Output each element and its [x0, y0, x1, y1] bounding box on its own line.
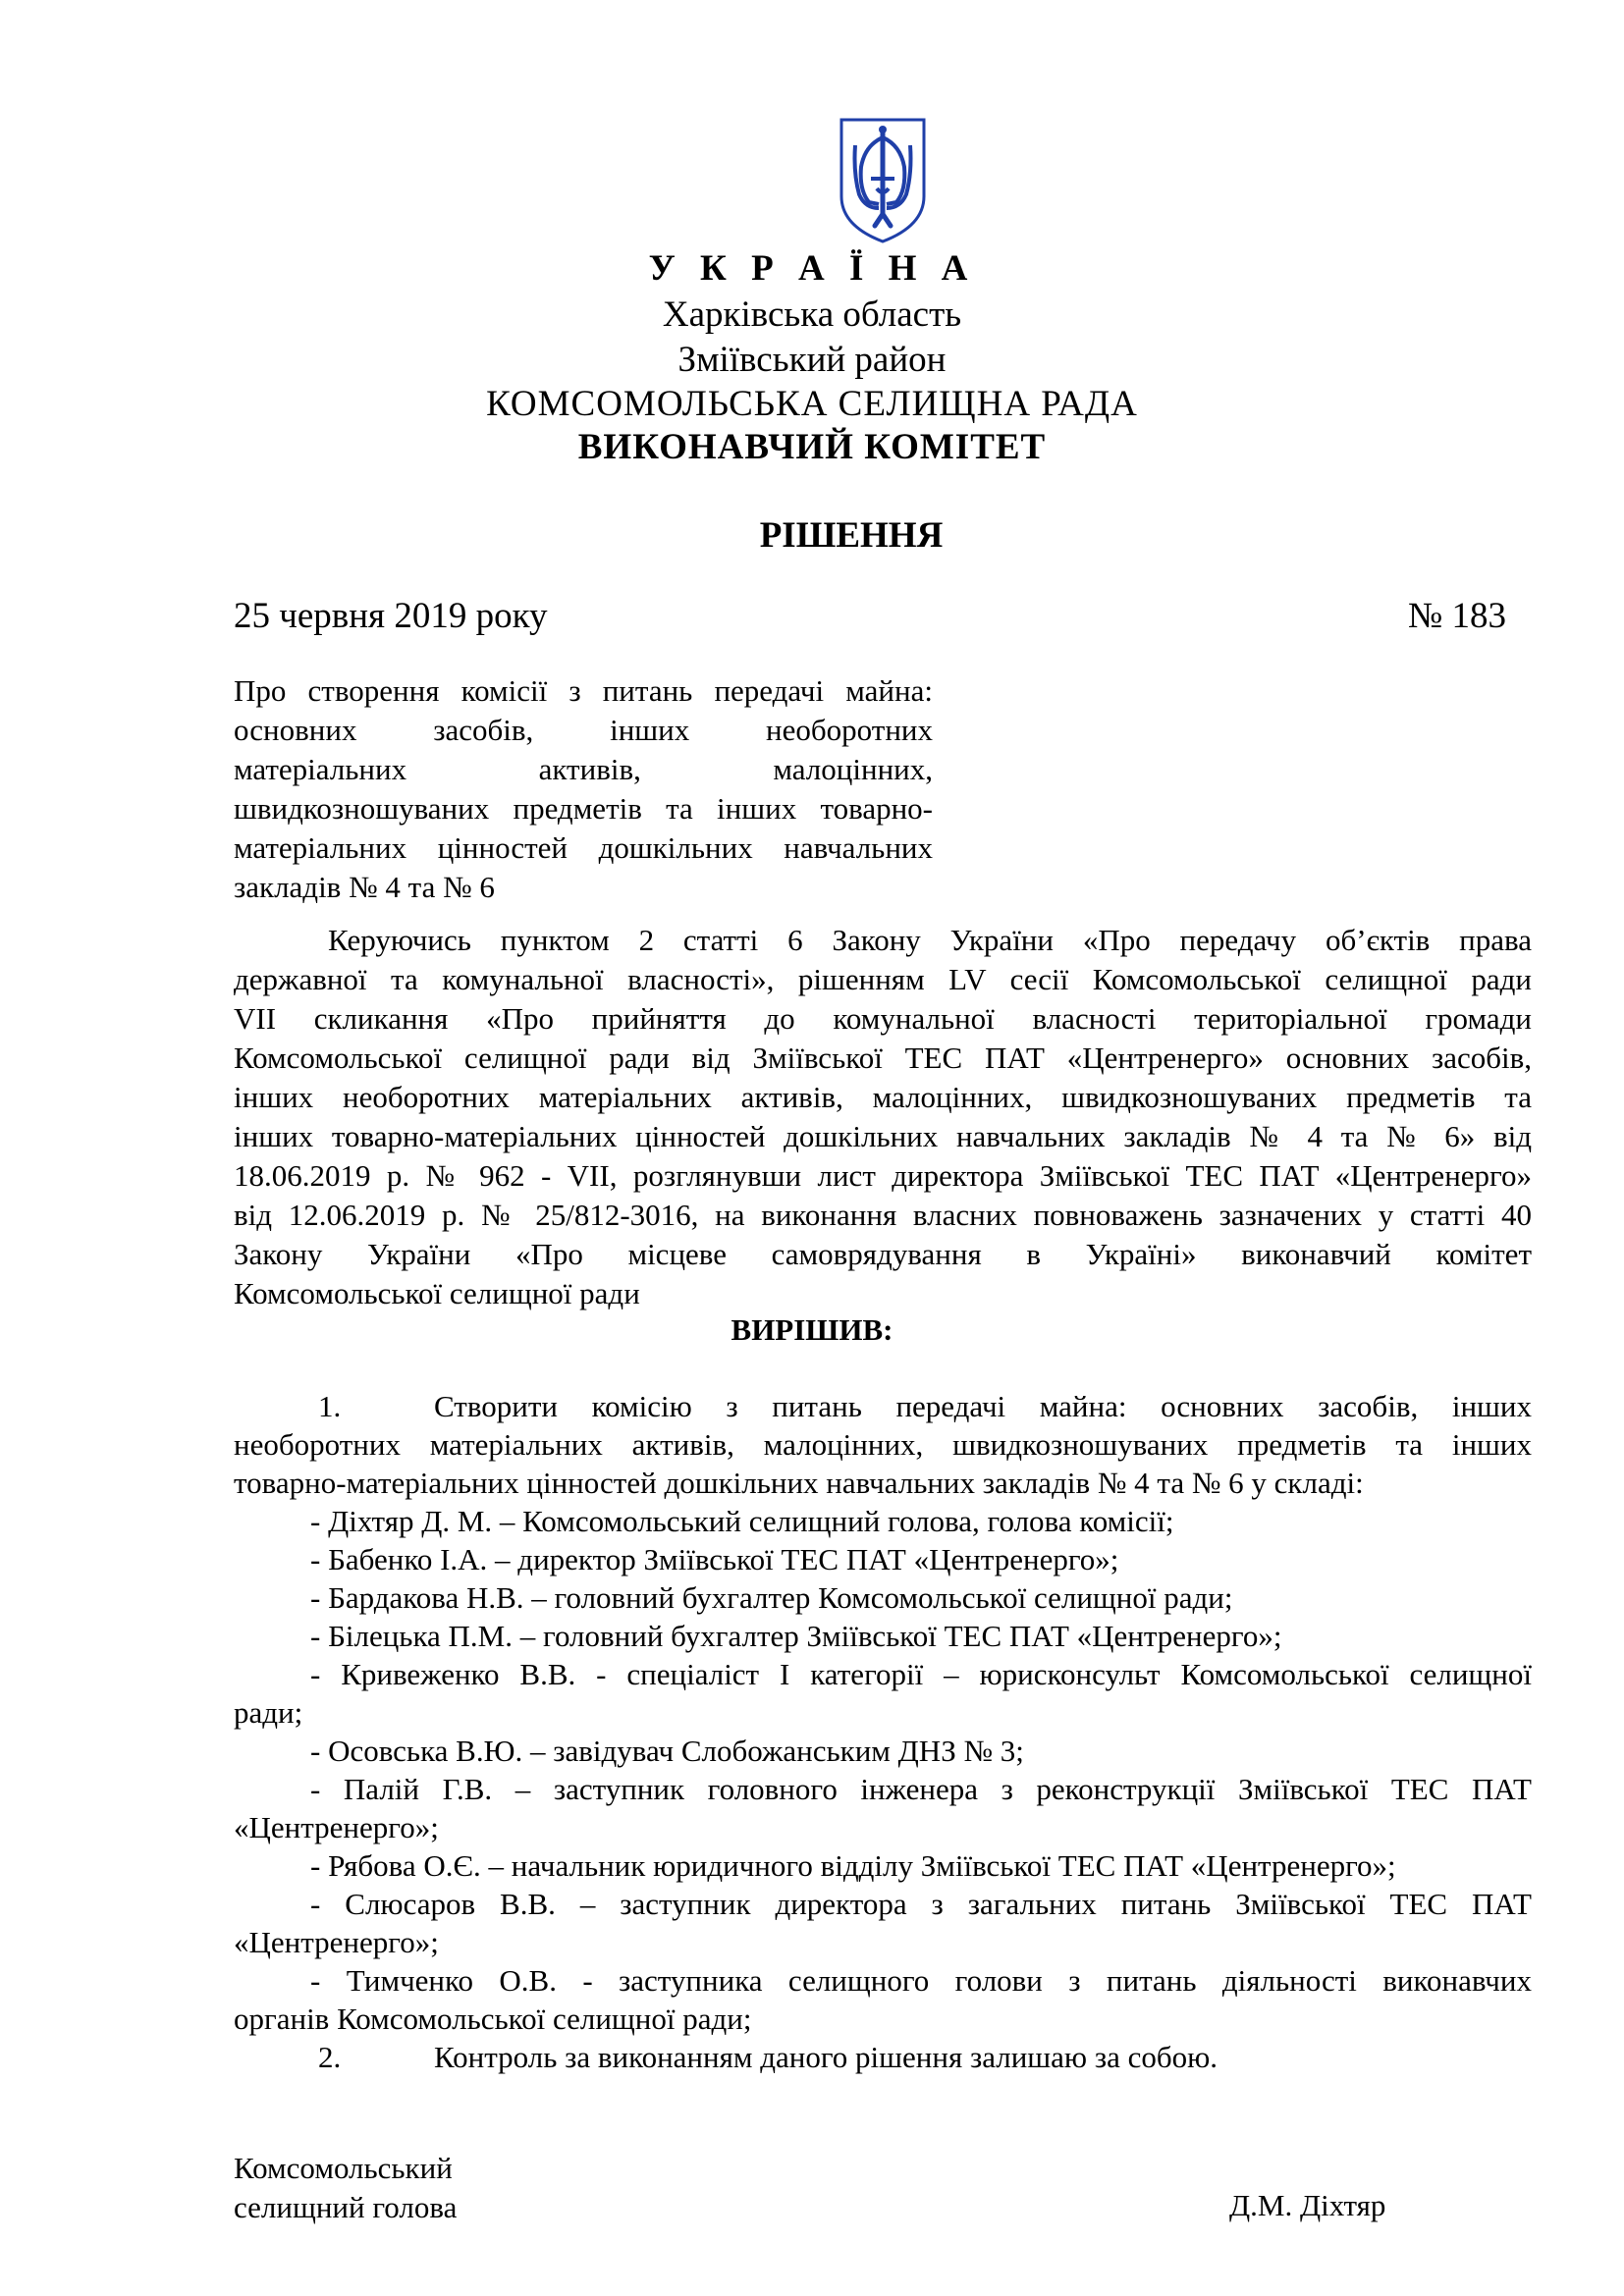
- committee-line: ВИКОНАВЧИЙ КОМІТЕТ: [577, 427, 1047, 467]
- signature-name: Д.М. Діхтяр: [1229, 2188, 1386, 2222]
- council-line: КОМСОМОЛЬСЬКА СЕЛИЩНА РАДА: [486, 384, 1138, 424]
- member-line: - Рябова О.Є. – начальник юридичного відділу Зміївської ТЕС ПАТ «Центренерго»;: [310, 1848, 1396, 1883]
- member-line: органів Комсомольської селищної ради;: [234, 2002, 752, 2036]
- preamble-line: інших необоротних матеріальних активів, малоцінних, швидкозношуваних предметів та: [234, 1080, 1532, 1114]
- member-line: - Палій Г.В. – заступник головного інженера з реконструкції Зміївської ТЕС ПАТ: [310, 1772, 1532, 1806]
- subject-line: матеріальних цінностей дошкільних навчальних: [234, 830, 933, 865]
- document-type-title: РІШЕННЯ: [759, 515, 944, 556]
- subject-line: Про створення комісії з питань передачі майна:: [234, 673, 933, 708]
- member-line: - Діхтяр Д. М. – Комсомольський селищний голова, голова комісії;: [310, 1504, 1174, 1538]
- member-line: - Тимченко О.В. - заступника селищного голови з питань діяльності виконавчих: [310, 1963, 1532, 1998]
- preamble-paragraph: [234, 921, 1532, 1313]
- rayon-line: Зміївський район: [677, 340, 947, 380]
- member-line: - Слюсаров В.В. – заступник директора з загальних питань Зміївської ТЕС ПАТ: [310, 1887, 1532, 1921]
- member-line: - Осовська В.Ю. – завідувач Слобожанським ДНЗ № 3;: [310, 1734, 1024, 1768]
- item-text: Контроль за виконанням даного рішення залишаю за собою.: [434, 2040, 1218, 2074]
- signature-title: [234, 2149, 457, 2227]
- member-line: «Центренерго»;: [234, 1925, 439, 1959]
- item-1-first-line: [234, 1387, 1532, 1425]
- preamble-line: інших товарно-матеріальних цінностей дошкільних навчальних закладів № 4 та № 6» від: [234, 1119, 1532, 1153]
- member-line: - Бабенко І.А. – директор Зміївської ТЕС ПАТ «Центренерго»;: [310, 1542, 1119, 1576]
- preamble-line: від 12.06.2019 р. № 25/812-3016, на виконання власних повноважень зазначених у статті 40: [234, 1198, 1532, 1232]
- member-line: - Білецька П.М. – головний бухгалтер Зміївської ТЕС ПАТ «Центренерго»;: [310, 1619, 1282, 1653]
- item-2-line: [234, 2038, 1532, 2076]
- item-1-line: товарно-матеріальних цінностей дошкільних навчальних закладів № 4 та № 6 у складі:: [234, 1466, 1364, 1500]
- country-title: У К Р А Ї Н А: [648, 248, 976, 289]
- coat-of-arms-emblem: [836, 116, 930, 245]
- item-number: 1.: [318, 1389, 342, 1423]
- document-number: № 183: [1407, 596, 1506, 636]
- document-date: 25 червня 2019 року: [234, 596, 548, 636]
- member-line: ради;: [234, 1695, 303, 1730]
- subject-block: [234, 671, 933, 907]
- item-text: Створити комісію з питань передачі майна: основних засобів, інших: [434, 1389, 1532, 1423]
- preamble-line: Комсомольської селищної ради від Зміївської ТЕС ПАТ «Центренерго» основних засобів,: [234, 1041, 1532, 1075]
- member-line: «Центренерго»;: [234, 1810, 439, 1844]
- member-line: - Кривеженко В.В. - спеціаліст І категорії – юрисконсульт Комсомольської селищної: [310, 1657, 1532, 1691]
- item-1-line: необоротних матеріальних активів, малоцінних, швидкозношуваних предметів та інших: [234, 1427, 1532, 1462]
- preamble-line: Закону України «Про місцеве самоврядування в Україні» виконавчий комітет: [234, 1237, 1532, 1271]
- preamble-line: 18.06.2019 р. № 962 - VII, розглянувши лист директора Зміївської ТЕС ПАТ «Центренерго»: [234, 1158, 1532, 1193]
- subject-line: матеріальних активів, малоцінних,: [234, 752, 933, 786]
- decision-body: [234, 1387, 1532, 2076]
- member-line: - Бардакова Н.В. – головний бухгалтер Комсомольської селищної ради;: [310, 1580, 1233, 1615]
- preamble-line: Комсомольської селищної ради: [234, 1276, 640, 1310]
- preamble-line: Керуючись пунктом 2 статті 6 Закону України «Про передачу об’єктів права: [328, 923, 1532, 957]
- signature-title-line: селищний голова: [234, 2190, 458, 2224]
- subject-line: основних засобів, інших необоротних: [234, 713, 933, 747]
- item-number: 2.: [318, 2040, 342, 2074]
- oblast-line: Харківська область: [662, 294, 962, 335]
- subject-line: швидкозношуваних предметів та інших товарно-: [234, 791, 933, 826]
- signature-title-line: Комсомольський: [234, 2151, 453, 2185]
- decided-heading: ВИРІШИВ:: [731, 1312, 893, 1347]
- preamble-line: державної та комунальної власності», рішенням LV сесії Комсомольської селищної ради: [234, 962, 1532, 996]
- preamble-line: VII скликання «Про прийняття до комунальної власності територіальної громади: [234, 1001, 1532, 1036]
- subject-line: закладів № 4 та № 6: [234, 870, 495, 904]
